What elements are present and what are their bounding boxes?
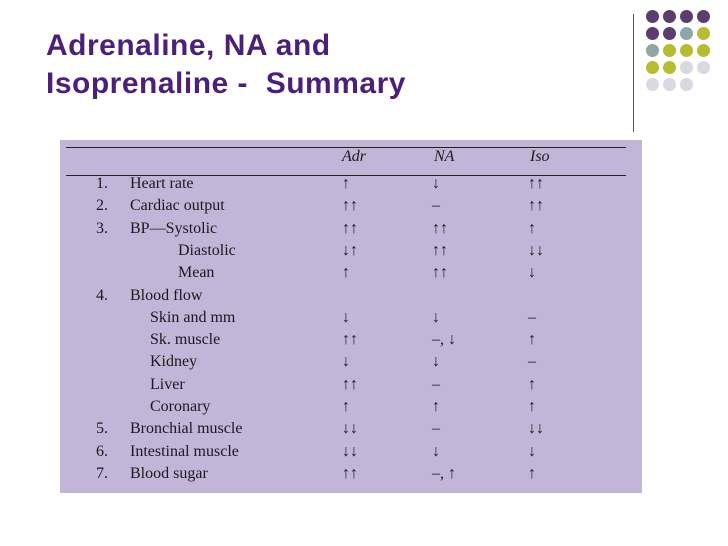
- decorative-dot: [646, 10, 659, 23]
- decorative-dot: [663, 10, 676, 23]
- row-label: Liver: [150, 375, 185, 393]
- row-number: 7.: [96, 464, 108, 482]
- cell-adr: ↓↓: [342, 420, 358, 438]
- table-row: [60, 220, 642, 242]
- cell-iso: ↑: [528, 375, 536, 393]
- decorative-dot: [646, 78, 659, 91]
- decorative-dot: [680, 27, 693, 40]
- cell-adr: ↓↑: [342, 241, 358, 259]
- cell-iso: ↓: [528, 442, 536, 460]
- cell-iso: –: [528, 353, 536, 371]
- cell-adr: ↓: [342, 308, 350, 326]
- summary-table-image: [60, 140, 642, 493]
- slide-title-line-1: Adrenaline, NA and: [46, 29, 331, 62]
- row-label: Skin and mm: [150, 308, 236, 326]
- table-row: [60, 309, 642, 331]
- slide-title: [46, 27, 606, 103]
- table-row: [60, 376, 642, 398]
- decorative-dot: [697, 10, 710, 23]
- cell-na: ↓: [432, 308, 440, 326]
- decorative-dot: [680, 78, 693, 91]
- decorative-dot: [680, 10, 693, 23]
- slide-title-line-2: Isoprenaline - Summary: [46, 67, 406, 100]
- table-row: [60, 420, 642, 442]
- cell-adr: ↑↑: [342, 197, 358, 215]
- table-row: [60, 353, 642, 375]
- row-label: Cardiac output: [130, 197, 225, 215]
- cell-iso: ↑: [528, 219, 536, 237]
- row-label: Blood sugar: [130, 464, 208, 482]
- cell-na: ↑: [432, 398, 440, 415]
- table-row: [60, 287, 642, 309]
- cell-adr: ↑↑: [342, 375, 358, 393]
- row-label: Coronary: [150, 398, 211, 415]
- cell-iso: ↓↓: [528, 241, 544, 259]
- cell-iso: ↓: [528, 264, 536, 282]
- row-number: 5.: [96, 420, 108, 438]
- cell-adr: ↑: [342, 398, 350, 415]
- header-adr: Adr: [342, 148, 366, 165]
- row-label: Sk. muscle: [150, 331, 221, 349]
- row-number: 6.: [96, 442, 108, 460]
- cell-iso: ↑: [528, 464, 536, 482]
- decorative-dot: [663, 61, 676, 74]
- decorative-dot: [663, 27, 676, 40]
- decorative-dot: [680, 44, 693, 57]
- row-label: Blood flow: [130, 286, 203, 304]
- row-number: 1.: [96, 175, 108, 192]
- row-label: Kidney: [150, 353, 198, 371]
- cell-na: ↓: [432, 353, 440, 371]
- table-row: [60, 331, 642, 353]
- row-label: Intestinal muscle: [130, 442, 239, 460]
- cell-na: ↓: [432, 442, 440, 460]
- cell-na: ↑↑: [432, 219, 448, 237]
- table-row: [60, 465, 642, 487]
- decorative-dot: [646, 44, 659, 57]
- cell-na: –, ↓: [432, 331, 456, 349]
- cell-adr: ↓↓: [342, 442, 358, 460]
- row-label: Bronchial muscle: [130, 420, 243, 438]
- cell-iso: ↑↑: [528, 197, 544, 215]
- table-row: [60, 242, 642, 264]
- cell-adr: ↓: [342, 353, 350, 371]
- cell-na: ↑↑: [432, 241, 448, 259]
- cell-adr: ↑↑: [342, 331, 358, 349]
- cell-iso: ↑: [528, 398, 536, 415]
- cell-na: ↓: [432, 175, 440, 192]
- cell-na: –: [432, 420, 440, 438]
- header-iso: Iso: [530, 148, 550, 165]
- decorative-dot: [697, 44, 710, 57]
- cell-na: –: [432, 197, 440, 215]
- decorative-dot: [663, 44, 676, 57]
- decorative-dot: [646, 27, 659, 40]
- row-label: BP—Systolic: [130, 219, 218, 237]
- cell-na: –: [432, 375, 440, 393]
- table-row: [60, 443, 642, 465]
- table-row: [60, 197, 642, 219]
- decorative-dot: [697, 27, 710, 40]
- table-row: [60, 175, 642, 197]
- decorative-dot: [680, 61, 693, 74]
- table-row: [60, 398, 642, 420]
- decorative-dot: [697, 61, 710, 74]
- cell-iso: ↑↑: [528, 175, 544, 192]
- decorative-divider: [633, 14, 634, 132]
- cell-adr: ↑: [342, 175, 350, 192]
- cell-na: ↑↑: [432, 264, 448, 282]
- cell-adr: ↑: [342, 264, 350, 282]
- cell-na: –, ↑: [432, 464, 456, 482]
- cell-iso: ↓↓: [528, 420, 544, 438]
- decorative-dot: [646, 61, 659, 74]
- row-number: 4.: [96, 286, 108, 304]
- decorative-dot: [663, 78, 676, 91]
- row-number: 2.: [96, 197, 108, 215]
- table-row: [60, 264, 642, 286]
- row-label: Heart rate: [130, 175, 194, 192]
- row-label: Mean: [178, 264, 215, 282]
- cell-iso: –: [528, 308, 536, 326]
- header-na: NA: [434, 148, 455, 165]
- row-number: 3.: [96, 219, 108, 237]
- cell-iso: ↑: [528, 331, 536, 349]
- cell-adr: ↑↑: [342, 219, 358, 237]
- row-label: Diastolic: [178, 241, 236, 259]
- cell-adr: ↑↑: [342, 464, 358, 482]
